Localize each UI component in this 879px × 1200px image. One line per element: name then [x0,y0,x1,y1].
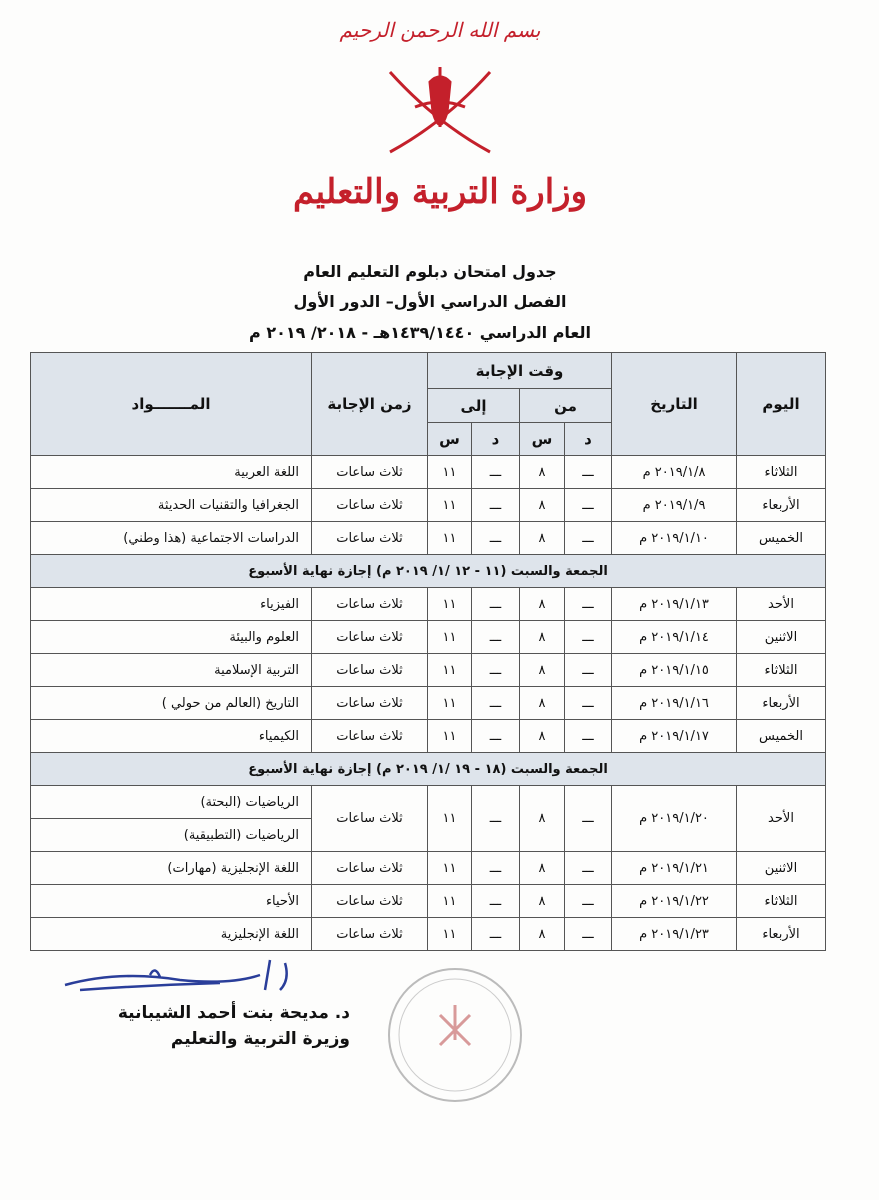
date-cell: ٢٠١٩/١/١٧ م [612,720,737,753]
duration-cell: ثلاث ساعات [312,522,428,555]
to-minute-cell: ـــ [472,489,520,522]
day-cell: الثلاثاء [737,885,826,918]
to-hour-cell: ١١ [428,720,472,753]
table-row [31,852,826,885]
to-hour-cell: ١١ [428,456,472,489]
to-hour-cell: ١١ [428,918,472,951]
signatory-name: د. مديحة بنت أحمد الشيبانية [117,1003,350,1023]
day-cell: الخميس [737,522,826,555]
weekend-row [31,555,826,588]
duration-cell: ثلاث ساعات [312,621,428,654]
date-cell: ٢٠١٩/١/١٣ م [612,588,737,621]
header-date: التاريخ [612,353,737,456]
from-minute-cell: ـــ [565,918,612,951]
duration-cell: ثلاث ساعات [312,786,428,852]
date-cell: ٢٠١٩/١/٢١ م [612,852,737,885]
subject-cell: الفيزياء [31,588,312,621]
to-hour-cell: ١١ [428,522,472,555]
table-row [31,687,826,720]
date-cell: ٢٠١٩/١/١٥ م [612,654,737,687]
duration-cell: ثلاث ساعات [312,489,428,522]
basmala: بسم الله الرحمن الرحيم [339,18,541,42]
table-row [31,588,826,621]
to-hour-cell: ١١ [428,489,472,522]
header-answer-time: وقت الإجابة [428,353,612,389]
day-cell: الاثنين [737,852,826,885]
from-minute-cell: ـــ [565,852,612,885]
header-to-minute: د [472,423,520,456]
day-cell: الاثنين [737,621,826,654]
ministry-logo-text: وزارة التربية والتعليم [293,172,587,212]
subject-cell: العلوم والبيئة [31,621,312,654]
table-row [31,885,826,918]
schedule-title: جدول امتحان دبلوم التعليم العام [303,262,557,281]
to-hour-cell: ١١ [428,687,472,720]
weekend-note: الجمعة والسبت (١١ - ١٢ /١/ ٢٠١٩ م) إجازة نهاية الأسبوع [31,555,826,588]
to-hour-cell: ١١ [428,786,472,852]
from-minute-cell: ـــ [565,456,612,489]
day-cell: الثلاثاء [737,456,826,489]
day-cell: الأحد [737,588,826,621]
to-minute-cell: ـــ [472,786,520,852]
subject-cell: الكيمياء [31,720,312,753]
weekend-note: الجمعة والسبت (١٨ - ١٩ /١/ ٢٠١٩ م) إجازة نهاية الأسبوع [31,753,826,786]
from-minute-cell: ـــ [565,687,612,720]
to-minute-cell: ـــ [472,720,520,753]
from-hour-cell: ٨ [520,852,565,885]
subject-cell: اللغة الإنجليزية (مهارات) [31,852,312,885]
to-hour-cell: ١١ [428,654,472,687]
table-row [31,489,826,522]
to-minute-cell: ـــ [472,687,520,720]
from-minute-cell: ـــ [565,522,612,555]
header-from: من [520,389,612,423]
day-cell: الخميس [737,720,826,753]
to-hour-cell: ١١ [428,885,472,918]
subject-cell: اللغة العربية [31,456,312,489]
from-hour-cell: ٨ [520,588,565,621]
date-cell: ٢٠١٩/١/٢٠ م [612,786,737,852]
table-row [31,786,826,819]
from-hour-cell: ٨ [520,654,565,687]
to-minute-cell: ـــ [472,885,520,918]
from-minute-cell: ـــ [565,489,612,522]
to-minute-cell: ـــ [472,852,520,885]
oman-emblem-icon [375,52,505,162]
to-hour-cell: ١١ [428,852,472,885]
date-cell: ٢٠١٩/١/٢٢ م [612,885,737,918]
header-to-hour: س [428,423,472,456]
subject-cell: اللغة الإنجليزية [31,918,312,951]
subject-cell: التاريخ (العالم من حولي ) [31,687,312,720]
table-row [31,918,826,951]
academic-year: العام الدراسي ١٤٣٩/١٤٤٠هـ - ٢٠١٨/ ٢٠١٩ م [249,323,591,342]
from-minute-cell: ـــ [565,654,612,687]
date-cell: ٢٠١٩/١/٢٣ م [612,918,737,951]
duration-cell: ثلاث ساعات [312,588,428,621]
from-hour-cell: ٨ [520,489,565,522]
exam-schedule-table [30,352,826,951]
subject-cell: التربية الإسلامية [31,654,312,687]
official-stamp [385,965,525,1105]
duration-cell: ثلاث ساعات [312,918,428,951]
date-cell: ٢٠١٩/١/٩ م [612,489,737,522]
duration-cell: ثلاث ساعات [312,852,428,885]
from-minute-cell: ـــ [565,786,612,852]
from-minute-cell: ـــ [565,720,612,753]
from-hour-cell: ٨ [520,621,565,654]
header-subjects: المـــــــواد [31,353,312,456]
day-cell: الأربعاء [737,918,826,951]
from-hour-cell: ٨ [520,918,565,951]
duration-cell: ثلاث ساعات [312,456,428,489]
header-from-hour: س [520,423,565,456]
from-minute-cell: ـــ [565,885,612,918]
from-hour-cell: ٨ [520,786,565,852]
subject-cell: الأحياء [31,885,312,918]
duration-cell: ثلاث ساعات [312,687,428,720]
from-hour-cell: ٨ [520,687,565,720]
from-hour-cell: ٨ [520,885,565,918]
header-to: إلى [428,389,520,423]
to-minute-cell: ـــ [472,621,520,654]
to-minute-cell: ـــ [472,522,520,555]
subject-cell: الدراسات الاجتماعية (هذا وطني) [31,522,312,555]
from-minute-cell: ـــ [565,621,612,654]
date-cell: ٢٠١٩/١/١٦ م [612,687,737,720]
header-from-minute: د [565,423,612,456]
weekend-row [31,753,826,786]
date-cell: ٢٠١٩/١/٨ م [612,456,737,489]
from-minute-cell: ـــ [565,588,612,621]
duration-cell: ثلاث ساعات [312,885,428,918]
subject-cell: الجغرافيا والتقنيات الحديثة [31,489,312,522]
day-cell: الثلاثاء [737,654,826,687]
duration-cell: ثلاث ساعات [312,720,428,753]
header-day: اليوم [737,353,826,456]
day-cell: الأربعاء [737,687,826,720]
signatory [100,1000,350,1052]
from-hour-cell: ٨ [520,522,565,555]
subject-cell: الرياضيات (البحتة) [31,786,312,819]
header-duration: زمن الإجابة [312,353,428,456]
date-cell: ٢٠١٩/١/١٠ م [612,522,737,555]
to-hour-cell: ١١ [428,621,472,654]
to-minute-cell: ـــ [472,654,520,687]
signature [60,955,320,1005]
signatory-position: وزيرة التربية والتعليم [170,1029,350,1049]
date-cell: ٢٠١٩/١/١٤ م [612,621,737,654]
table-row [31,654,826,687]
from-hour-cell: ٨ [520,456,565,489]
subject-cell: الرياضيات (التطبيقية) [31,819,312,852]
table-row [31,522,826,555]
to-hour-cell: ١١ [428,588,472,621]
table-row [31,720,826,753]
to-minute-cell: ـــ [472,456,520,489]
day-cell: الأحد [737,786,826,852]
duration-cell: ثلاث ساعات [312,654,428,687]
table-row [31,621,826,654]
day-cell: الأربعاء [737,489,826,522]
semester-title: الفصل الدراسي الأول– الدور الأول [293,292,567,311]
to-minute-cell: ـــ [472,918,520,951]
table-row [31,456,826,489]
from-hour-cell: ٨ [520,720,565,753]
to-minute-cell: ـــ [472,588,520,621]
